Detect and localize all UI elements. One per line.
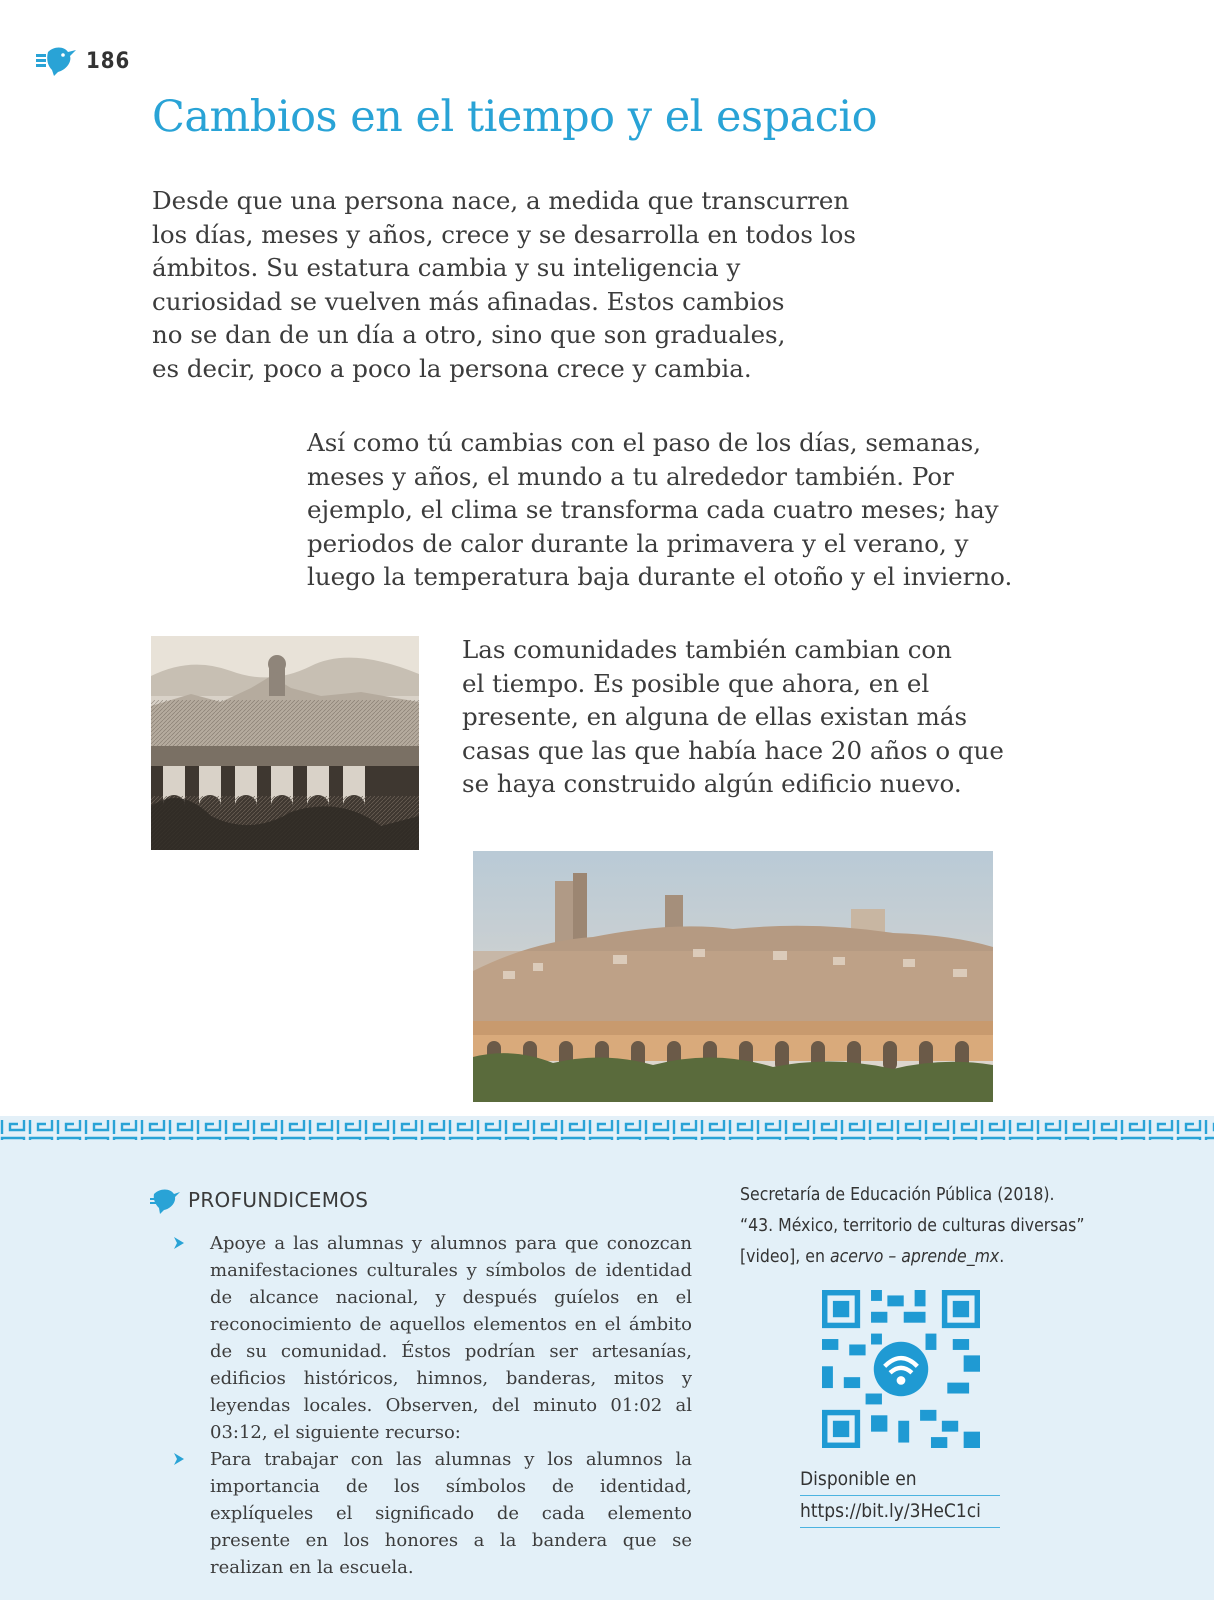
paragraph-growth: Desde que una persona nace, a medida que transcurren los días, meses y años, crece y se desarrolla en todos los ámbitos. Su estatura cambia y su inteligencia y curiosidad se vuelven más afinadas. Estos cambios no se dan de un día a otro, sino que son graduales, es decir, poco a poco la persona crece y cambia. <box>152 186 856 383</box>
profundicemos-title: PROFUNDICEMOS <box>188 1188 369 1212</box>
page-number: 186 <box>86 48 131 74</box>
page-title: Cambios en el tiempo y el espacio <box>152 92 877 142</box>
paragraph-climate: Así como tú cambias con el paso de los días, semanas, meses y años, el mundo a tu alrededor también. Por ejemplo, el clima se transforma cada cuatro meses; hay periodos de calor durante la primavera y el verano, y luego la temperatura baja durante el otoño y el invierno. <box>307 428 1013 591</box>
resource-url-link[interactable]: https://bit.ly/3HeC1ci <box>800 1496 1000 1528</box>
resource-reference: Secretaría de Educación Pública (2018). “43. México, territorio de culturas diversas” [video], en acervo – aprende_mx. <box>740 1185 1085 1267</box>
historic-aqueduct-engraving <box>151 636 419 850</box>
greek-key-border <box>0 1116 1214 1148</box>
modern-city-aqueduct-photo <box>473 851 993 1102</box>
arrow-bullet-icon <box>172 1452 186 1466</box>
recommendation-list <box>172 1230 692 1581</box>
qr-code[interactable] <box>822 1290 980 1448</box>
paragraph-communities: Las comunidades también cambian con el tiempo. Es posible que ahora, en el presente, en alguna de ellas existan más casas que las que había hace 20 años o que se haya construido algún edificio nuevo. <box>462 635 1004 798</box>
list-item: Para trabajar con las alumnas y los alumnos la importancia de los símbolos de identidad, explíqueles el significado de cada elemento presente en los honores a la bandera que se realizan en la escuela. <box>172 1446 692 1581</box>
profundicemos-heading <box>150 1186 368 1214</box>
list-item: Apoye a las alumnas y alumnos para que conozcan manifestaciones culturales y símbolos de identidad de alcance nacional, y después guíelos en el reconocimiento de aquellos elementos en el ámbito de su comunidad. Éstos podrían ser artesanías, edificios históricos, himnos, banderas, mitos y leyendas locales. Observen, del minuto 01:02 al 03:12, el siguiente recurso: <box>172 1230 692 1446</box>
hummingbird-icon <box>150 1186 180 1214</box>
availability-link: Disponible en https://bit.ly/3HeC1ci <box>800 1464 1000 1528</box>
arrow-bullet-icon <box>172 1236 186 1250</box>
page-header <box>36 44 130 78</box>
hummingbird-logo-icon <box>36 44 78 78</box>
